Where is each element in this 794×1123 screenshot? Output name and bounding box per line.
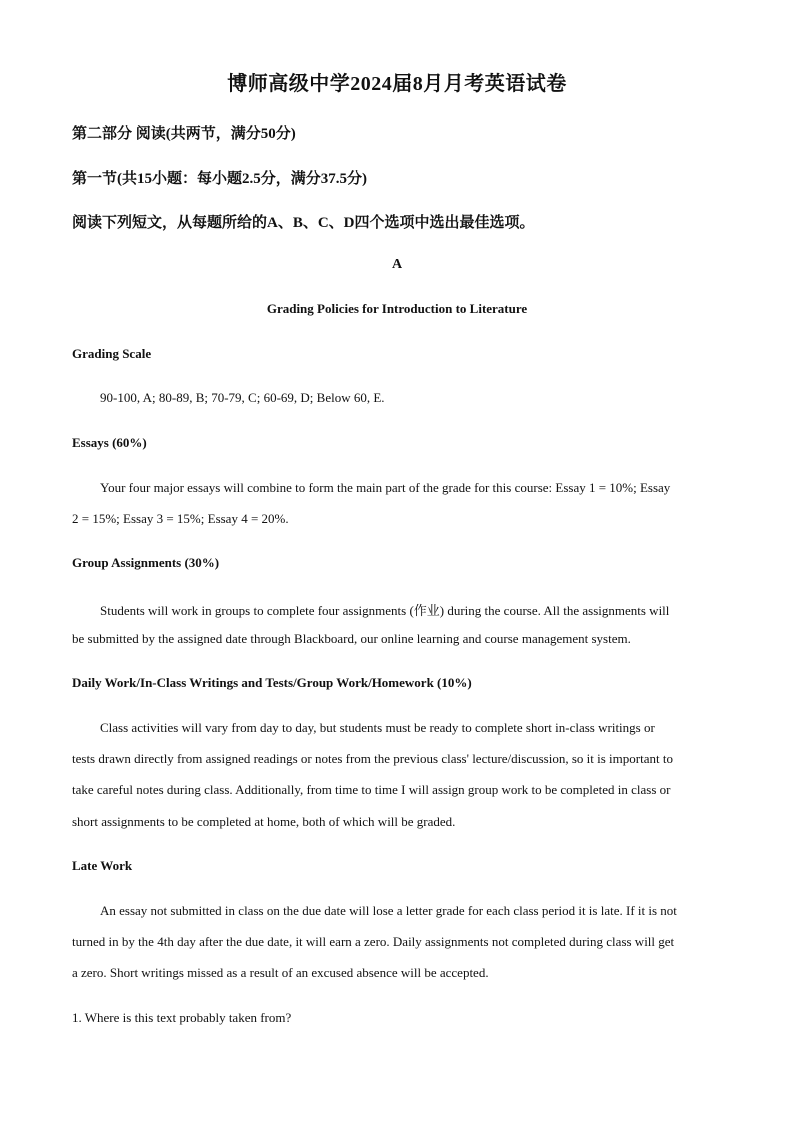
passage-letter: A xyxy=(391,257,403,272)
essays-heading: Essays (60%) xyxy=(72,435,147,450)
late-work-text-line-3: a zero. Short writings missed as a result of an excused absence will be accepted. xyxy=(72,965,489,980)
late-work-text-line-2: turned in by the 4th day after the due date, it will earn a zero. Daily assignments not completed during class will get xyxy=(72,934,675,949)
group-assignments-text-line-1: Students will work in groups to complete four assignments (作业) during the course. All the assignments will xyxy=(100,603,670,618)
daily-work-text-line-1: Class activities will vary from day to day, but students must be ready to complete short in-class writings or xyxy=(100,720,655,735)
question-1: 1. Where is this text probably taken from? xyxy=(72,1010,292,1025)
part-heading: 第二部分 阅读(共两节，满分50分) xyxy=(72,126,296,142)
daily-work-text-line-4: short assignments to be completed at home, both of which will be graded. xyxy=(72,814,456,829)
daily-work-text-line-3: take careful notes during class. Additionally, from time to time I will assign group work to be completed in class or xyxy=(72,782,671,797)
late-work-heading: Late Work xyxy=(72,858,133,873)
exam-title: 博师高级中学2024届8月月考英语试卷 xyxy=(227,73,567,95)
reading-instruction: 阅读下列短文，从每题所给的A、B、C、D四个选项中选出最佳选项。 xyxy=(72,215,535,231)
grading-scale-text: 90-100, A; 80-89, B; 70-79, C; 60-69, D; Below 60, E. xyxy=(100,390,385,405)
section-heading: 第一节(共15小题：每小题2.5分，满分37.5分) xyxy=(72,171,367,187)
daily-work-text-line-2: tests drawn directly from assigned readings or notes from the previous class' lecture/discussion, so it is important to xyxy=(72,751,673,766)
grading-scale-heading: Grading Scale xyxy=(72,346,152,361)
late-work-text-line-1: An essay not submitted in class on the due date will lose a letter grade for each class period it is late. If it is not xyxy=(100,903,677,918)
essays-text-line-2: 2 = 15%; Essay 3 = 15%; Essay 4 = 20%. xyxy=(72,511,289,526)
passage-title: Grading Policies for Introduction to Literature xyxy=(266,301,528,316)
group-assignments-text-line-2: be submitted by the assigned date through Blackboard, our online learning and course management system. xyxy=(72,631,631,646)
group-assignments-heading: Group Assignments (30%) xyxy=(72,555,220,570)
essays-text-line-1: Your four major essays will combine to form the main part of the grade for this course: Essay 1 = 10%; Essay xyxy=(100,480,671,495)
daily-work-heading: Daily Work/In-Class Writings and Tests/Group Work/Homework (10%) xyxy=(72,675,472,690)
